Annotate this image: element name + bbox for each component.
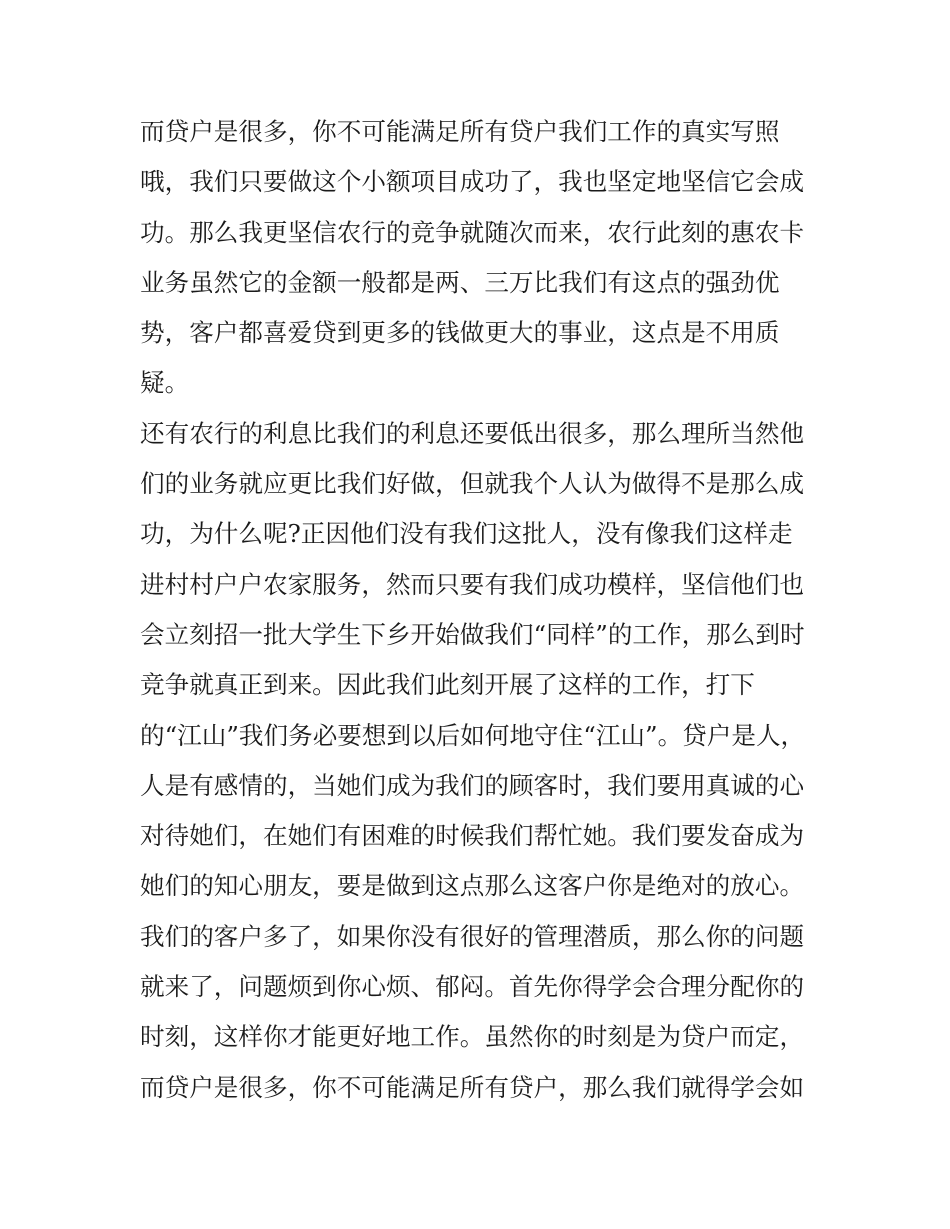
text-line: 时刻，这样你才能更好地工作。虽然你的时刻是为贷户而定， (140, 1022, 805, 1052)
text-line: 竞争就真正到来。因此我们此刻开展了这样的工作，打下 (140, 670, 755, 700)
text-line: 我们的客户多了，如果你没有很好的管理潜质，那么你的问题 (140, 921, 805, 951)
text-line: 人是有感情的，当她们成为我们的顾客时，我们要用真诚的心 (140, 770, 805, 800)
text-line: 哦，我们只要做这个小额项目成功了，我也坚定地坚信它会成 (140, 167, 805, 197)
text-line: 们的业务就应更比我们好做，但就我个人认为做得不是那么成 (140, 469, 805, 499)
text-line: 业务虽然它的金额一般都是两、三万比我们有这点的强劲优 (140, 267, 780, 297)
text-line: 疑。 (140, 368, 190, 398)
body-text (140, 107, 830, 1113)
text-line: 会立刻招一批大学生下乡开始做我们“同样”的工作，那么到时 (140, 619, 805, 649)
text-line: 还有农行的利息比我们的利息还要低出很多，那么理所当然他 (140, 418, 805, 448)
text-line: 就来了，问题烦到你心烦、郁闷。首先你得学会合理分配你的 (140, 972, 805, 1002)
text-line: 她们的知心朋友，要是做到这点那么这客户你是绝对的放心。 (140, 871, 805, 901)
text-line: 而贷户是很多，你不可能满足所有贷户，那么我们就得学会如 (140, 1072, 805, 1102)
text-line: 对待她们，在她们有困难的时候我们帮忙她。我们要发奋成为 (140, 821, 805, 851)
text-line: 进村村户户农家服务，然而只要有我们成功模样，坚信他们也 (140, 569, 805, 599)
text-line: 功，为什么呢?正因他们没有我们这批人，没有像我们这样走 (140, 519, 793, 549)
text-line: 的“江山”我们务必要想到以后如何地守住“江山”。贷户是人， (140, 720, 806, 750)
text-line: 功。那么我更坚信农行的竞争就随次而来，农行此刻的惠农卡 (140, 217, 805, 247)
text-line: 势，客户都喜爱贷到更多的钱做更大的事业，这点是不用质 (140, 318, 780, 348)
text-line: 而贷户是很多，你不可能满足所有贷户我们工作的真实写照 (140, 117, 780, 146)
